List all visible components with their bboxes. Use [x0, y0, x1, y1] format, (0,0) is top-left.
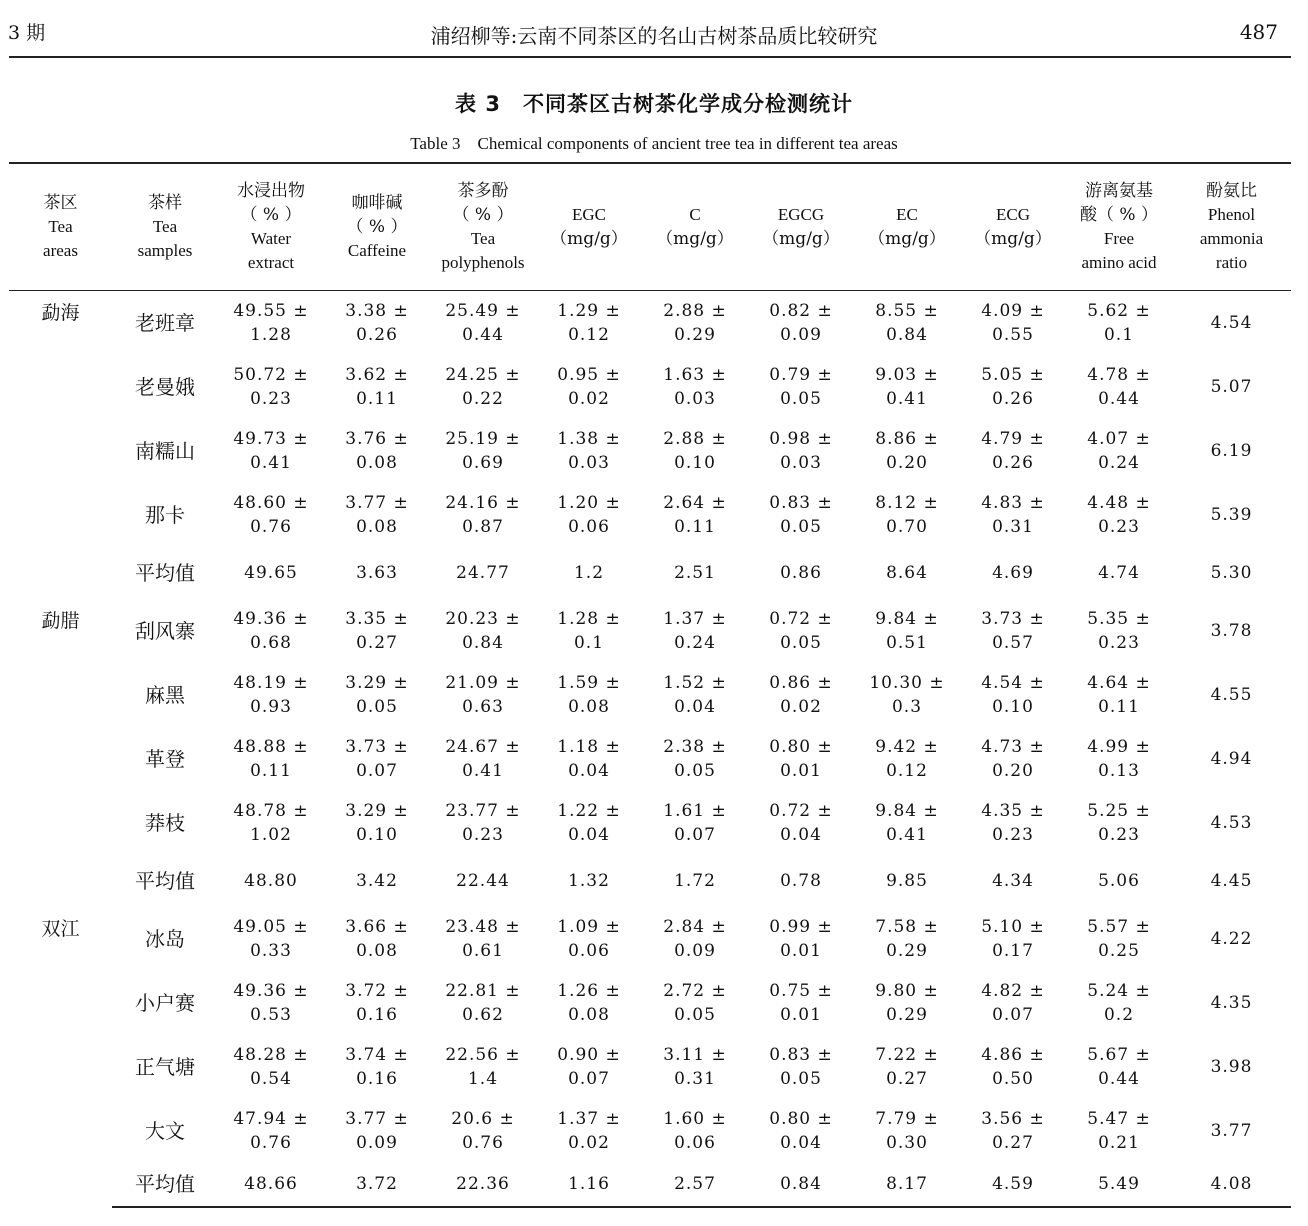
table-caption-en: Table 3 Chemical components of ancient tree tea in different tea areas — [410, 134, 898, 153]
value-cell: 49.05 ± 0.33 — [233, 916, 309, 961]
value-cell: 2.88 ± 0.29 — [663, 300, 727, 345]
value-cell: 20.23 ± 0.84 — [445, 608, 521, 653]
value-cell: 4.64 ± 0.11 — [1087, 672, 1151, 717]
value-cell: 0.84 — [748, 1163, 854, 1207]
table-row — [9, 791, 1291, 855]
value-cell: 22.44 — [456, 870, 510, 891]
value-cell: 4.54 — [1210, 312, 1253, 333]
value-cell: 5.06 — [1098, 870, 1140, 891]
value-cell: 4.94 — [1210, 748, 1253, 769]
column-header-line: Free — [1103, 229, 1135, 248]
value-cell: 3.76 ± 0.08 — [345, 428, 409, 473]
value-cell: 1.52 ± 0.04 — [663, 672, 727, 717]
value-cell: 9.42 ± 0.12 — [875, 736, 939, 781]
value-cell: 8.12 ± 0.70 — [875, 492, 939, 537]
column-header-line: （mg/g） — [762, 229, 840, 249]
value-cell: 25.49 ± 0.44 — [445, 300, 521, 345]
value-cell: 24.77 — [456, 562, 510, 583]
column-header-line: （ % ） — [346, 217, 408, 237]
column-header-line: Tea — [470, 229, 496, 248]
value-cell: 0.75 ± 0.01 — [769, 980, 833, 1025]
value-cell: 3.74 ± 0.16 — [345, 1044, 409, 1089]
column-header-line: （mg/g） — [550, 229, 628, 249]
value-cell: 5.25 ± 0.23 — [1087, 800, 1151, 845]
value-cell: 5.07 — [1210, 376, 1253, 397]
value-cell: 7.79 ± 0.30 — [875, 1108, 939, 1153]
value-cell: 48.60 ± 0.76 — [233, 492, 309, 537]
value-cell: 6.19 — [1210, 440, 1253, 461]
value-cell: 25.19 ± 0.69 — [445, 428, 521, 473]
value-cell: 48.19 ± 0.93 — [233, 672, 309, 717]
column-header-line: ratio — [1215, 253, 1248, 272]
column-header-line: 茶区 — [43, 193, 78, 213]
value-cell: 50.72 ± 0.23 — [233, 364, 309, 409]
column-header-line: 咖啡碱 — [351, 193, 403, 213]
column-header — [324, 163, 430, 291]
value-cell: 2.84 ± 0.09 — [663, 916, 727, 961]
value-cell: 7.58 ± 0.29 — [875, 916, 939, 961]
table-row — [9, 971, 1291, 1035]
value-cell: 3.73 ± 0.57 — [981, 608, 1045, 653]
value-cell: 3.56 ± 0.27 — [981, 1108, 1045, 1153]
column-header — [960, 163, 1066, 291]
table-row — [9, 291, 1291, 355]
tea-sample-cell: 正气塘 — [135, 1054, 195, 1079]
value-cell: 3.29 ± 0.05 — [345, 672, 409, 717]
value-cell: 0.86 ± 0.02 — [769, 672, 833, 717]
column-header — [430, 163, 536, 291]
column-header-line: amino acid — [1081, 253, 1157, 272]
value-cell: 8.86 ± 0.20 — [875, 428, 939, 473]
value-cell: 4.86 ± 0.50 — [981, 1044, 1045, 1089]
value-cell: 24.16 ± 0.87 — [445, 492, 521, 537]
value-cell: 3.72 ± 0.16 — [345, 980, 409, 1025]
value-cell: 24.25 ± 0.22 — [445, 364, 521, 409]
value-cell: 22.36 — [430, 1163, 536, 1207]
value-cell: 10.30 ± 0.3 — [869, 672, 945, 717]
value-cell: 3.42 — [356, 870, 398, 891]
value-cell: 49.55 ± 1.28 — [233, 300, 309, 345]
value-cell: 3.98 — [1210, 1056, 1253, 1077]
value-cell: 23.77 ± 0.23 — [445, 800, 521, 845]
value-cell: 5.49 — [1066, 1163, 1172, 1207]
tea-sample-cell: 平均值 — [135, 868, 195, 893]
value-cell: 2.72 ± 0.05 — [663, 980, 727, 1025]
column-header-line: C — [689, 205, 701, 224]
value-cell: 3.77 — [1210, 1120, 1253, 1141]
value-cell: 9.84 ± 0.51 — [875, 608, 939, 653]
value-cell: 1.61 ± 0.07 — [663, 800, 727, 845]
value-cell: 20.6 ± 0.76 — [451, 1108, 515, 1153]
value-cell: 48.78 ± 1.02 — [233, 800, 309, 845]
value-cell: 49.36 ± 0.68 — [233, 608, 309, 653]
value-cell: 2.88 ± 0.10 — [663, 428, 727, 473]
table-row — [9, 1163, 1291, 1207]
value-cell: 5.67 ± 0.44 — [1087, 1044, 1151, 1089]
value-cell: 3.66 ± 0.08 — [345, 916, 409, 961]
column-header-line: Phenol — [1207, 205, 1256, 224]
tea-sample-cell: 小户赛 — [135, 990, 195, 1015]
value-cell: 4.54 ± 0.10 — [981, 672, 1045, 717]
value-cell: 4.35 — [1210, 992, 1253, 1013]
column-header-line: 茶多酚 — [457, 181, 509, 201]
column-header — [1172, 163, 1291, 291]
column-header — [9, 163, 112, 291]
value-cell: 4.55 — [1210, 684, 1253, 705]
column-header — [854, 163, 960, 291]
table-row — [9, 483, 1291, 547]
value-cell: 4.48 ± 0.23 — [1087, 492, 1151, 537]
column-header — [1066, 163, 1172, 291]
tea-area-label: 双江 — [41, 917, 80, 940]
value-cell: 3.63 — [356, 562, 398, 583]
value-cell: 8.64 — [886, 562, 928, 583]
value-cell: 3.38 ± 0.26 — [345, 300, 409, 345]
value-cell: 5.35 ± 0.23 — [1087, 608, 1151, 653]
value-cell: 4.83 ± 0.31 — [981, 492, 1045, 537]
tea-sample-cell: 革登 — [145, 746, 185, 771]
value-cell: 1.37 ± 0.24 — [663, 608, 727, 653]
value-cell: 5.10 ± 0.17 — [981, 916, 1045, 961]
table-header-row — [9, 163, 1291, 291]
column-header — [218, 163, 324, 291]
column-header-line: ECG — [996, 205, 1030, 224]
value-cell: 3.29 ± 0.10 — [345, 800, 409, 845]
value-cell: 0.72 ± 0.05 — [769, 608, 833, 653]
tea-sample-cell: 老班章 — [135, 310, 195, 335]
column-header-line: samples — [137, 241, 193, 260]
value-cell: 0.82 ± 0.09 — [769, 300, 833, 345]
tea-area-cell — [9, 907, 112, 1207]
value-cell: 4.74 — [1098, 562, 1140, 583]
table-row — [9, 727, 1291, 791]
running-title: 浦绍柳等:云南不同茶区的名山古树茶品质比较研究 — [430, 24, 878, 48]
value-cell: 2.38 ± 0.05 — [663, 736, 727, 781]
column-header-line: EGC — [572, 205, 606, 224]
value-cell: 0.80 ± 0.04 — [769, 1108, 833, 1153]
value-cell: 2.51 — [674, 562, 716, 583]
column-header-line: 酸（ % ） — [1080, 205, 1158, 225]
value-cell: 0.99 ± 0.01 — [769, 916, 833, 961]
column-header-line: EGCG — [777, 205, 825, 224]
tea-sample-cell: 南糯山 — [135, 438, 195, 463]
tea-area-label: 勐腊 — [41, 609, 80, 632]
value-cell: 3.77 ± 0.09 — [345, 1108, 409, 1153]
column-header-line: 游离氨基 — [1085, 181, 1153, 201]
value-cell: 4.34 — [992, 870, 1034, 891]
value-cell: 1.22 ± 0.04 — [557, 800, 621, 845]
value-cell: 4.78 ± 0.44 — [1087, 364, 1151, 409]
table-row — [9, 663, 1291, 727]
tea-sample-cell: 平均值 — [135, 560, 195, 585]
value-cell: 49.65 — [244, 562, 298, 583]
value-cell: 0.80 ± 0.01 — [769, 736, 833, 781]
value-cell: 0.79 ± 0.05 — [769, 364, 833, 409]
value-cell: 8.17 — [854, 1163, 960, 1207]
value-cell: 1.18 ± 0.04 — [557, 736, 621, 781]
table-row — [9, 1099, 1291, 1163]
value-cell: 3.73 ± 0.07 — [345, 736, 409, 781]
column-header-line: ammonia — [1199, 229, 1264, 248]
value-cell: 1.09 ± 0.06 — [557, 916, 621, 961]
value-cell: 23.48 ± 0.61 — [445, 916, 521, 961]
value-cell: 48.66 — [218, 1163, 324, 1207]
value-cell: 9.84 ± 0.41 — [875, 800, 939, 845]
table-row — [9, 907, 1291, 971]
value-cell: 3.35 ± 0.27 — [345, 608, 409, 653]
tea-sample-cell: 老曼娥 — [135, 374, 195, 399]
value-cell: 4.69 — [992, 562, 1034, 583]
column-header-line: 酚氨比 — [1206, 181, 1257, 201]
value-cell: 0.95 ± 0.02 — [557, 364, 621, 409]
value-cell: 4.53 — [1210, 812, 1253, 833]
value-cell: 1.16 — [536, 1163, 642, 1207]
value-cell: 48.80 — [244, 870, 298, 891]
column-header-line: Water — [250, 229, 292, 248]
value-cell: 1.32 — [568, 870, 610, 891]
issue-label: 3 期 — [8, 22, 46, 44]
value-cell: 4.45 — [1210, 870, 1253, 891]
value-cell: 4.09 ± 0.55 — [981, 300, 1045, 345]
tea-sample-cell: 那卡 — [145, 502, 185, 527]
value-cell: 4.22 — [1210, 928, 1253, 949]
column-header-line: （ % ） — [240, 205, 302, 225]
table-row — [9, 1035, 1291, 1099]
column-header-line: （mg/g） — [868, 229, 946, 249]
value-cell: 2.64 ± 0.11 — [663, 492, 727, 537]
value-cell: 1.59 ± 0.08 — [557, 672, 621, 717]
value-cell: 9.85 — [886, 870, 928, 891]
value-cell: 47.94 ± 0.76 — [233, 1108, 309, 1153]
value-cell: 5.30 — [1210, 562, 1253, 583]
tea-sample-cell: 麻黑 — [145, 682, 185, 707]
value-cell: 0.78 — [780, 870, 822, 891]
column-header — [112, 163, 218, 291]
value-cell: 49.36 ± 0.53 — [233, 980, 309, 1025]
table-row — [9, 547, 1291, 599]
value-cell: 1.37 ± 0.02 — [557, 1108, 621, 1153]
value-cell: 5.24 ± 0.2 — [1087, 980, 1151, 1025]
value-cell: 0.83 ± 0.05 — [769, 1044, 833, 1089]
value-cell: 9.80 ± 0.29 — [875, 980, 939, 1025]
value-cell: 1.2 — [573, 562, 605, 583]
value-cell: 1.29 ± 0.12 — [557, 300, 621, 345]
column-header-line: 水浸出物 — [237, 181, 305, 201]
value-cell: 4.99 ± 0.13 — [1087, 736, 1151, 781]
column-header — [536, 163, 642, 291]
value-cell: 8.55 ± 0.84 — [875, 300, 939, 345]
value-cell: 0.86 — [780, 562, 822, 583]
value-cell: 1.28 ± 0.1 — [557, 608, 621, 653]
column-header — [748, 163, 854, 291]
value-cell: 21.09 ± 0.63 — [445, 672, 521, 717]
value-cell: 4.35 ± 0.23 — [981, 800, 1045, 845]
column-header-line: polyphenols — [441, 253, 525, 272]
value-cell: 5.05 ± 0.26 — [981, 364, 1045, 409]
table-row — [9, 855, 1291, 907]
table-row — [9, 419, 1291, 483]
value-cell: 5.62 ± 0.1 — [1087, 300, 1151, 345]
value-cell: 4.73 ± 0.20 — [981, 736, 1045, 781]
value-cell: 3.72 — [324, 1163, 430, 1207]
value-cell: 1.60 ± 0.06 — [663, 1108, 727, 1153]
table-body — [9, 291, 1291, 1207]
tea-sample-cell: 冰岛 — [145, 926, 185, 951]
value-cell: 5.47 ± 0.21 — [1087, 1108, 1151, 1153]
value-cell: 1.63 ± 0.03 — [663, 364, 727, 409]
value-cell: 48.28 ± 0.54 — [233, 1044, 309, 1089]
header-rule — [9, 56, 1291, 58]
tea-sample-cell: 刮风寨 — [135, 618, 195, 643]
page-number: 487 — [1239, 20, 1278, 44]
value-cell: 9.03 ± 0.41 — [875, 364, 939, 409]
value-cell: 1.38 ± 0.03 — [557, 428, 621, 473]
column-header-line: Caffeine — [347, 241, 407, 260]
value-cell: 1.72 — [674, 870, 716, 891]
table-row — [9, 355, 1291, 419]
value-cell: 5.57 ± 0.25 — [1087, 916, 1151, 961]
value-cell: 4.08 — [1172, 1163, 1291, 1207]
column-header-line: （mg/g） — [974, 229, 1052, 249]
value-cell: 4.59 — [960, 1163, 1066, 1207]
column-header-line: EC — [896, 205, 918, 224]
value-cell: 2.57 — [642, 1163, 748, 1207]
column-header-line: （mg/g） — [656, 229, 734, 249]
value-cell: 22.56 ± 1.4 — [445, 1044, 521, 1089]
value-cell: 4.79 ± 0.26 — [981, 428, 1045, 473]
value-cell: 0.72 ± 0.04 — [769, 800, 833, 845]
value-cell: 4.82 ± 0.07 — [981, 980, 1045, 1025]
table-row — [9, 599, 1291, 663]
value-cell: 7.22 ± 0.27 — [875, 1044, 939, 1089]
value-cell: 4.07 ± 0.24 — [1087, 428, 1151, 473]
value-cell: 3.78 — [1210, 620, 1253, 641]
tea-sample-cell: 大文 — [145, 1118, 185, 1143]
column-header-line: Tea — [152, 217, 178, 236]
value-cell: 24.67 ± 0.41 — [445, 736, 521, 781]
column-header-line: extract — [247, 253, 295, 272]
column-header-line: 茶样 — [148, 193, 182, 213]
value-cell: 0.83 ± 0.05 — [769, 492, 833, 537]
column-header-line: areas — [43, 241, 78, 260]
value-cell: 49.73 ± 0.41 — [233, 428, 309, 473]
column-header-line: （ % ） — [452, 205, 514, 225]
value-cell: 3.62 ± 0.11 — [345, 364, 409, 409]
value-cell: 5.39 — [1210, 504, 1253, 525]
value-cell: 1.20 ± 0.06 — [557, 492, 621, 537]
chemical-components-table — [9, 162, 1291, 1208]
tea-sample-cell: 莽枝 — [145, 810, 185, 835]
value-cell: 48.88 ± 0.11 — [233, 736, 309, 781]
value-cell: 3.11 ± 0.31 — [663, 1044, 727, 1089]
tea-area-cell — [9, 291, 112, 599]
column-header-line: Tea — [48, 217, 73, 236]
value-cell: 0.98 ± 0.03 — [769, 428, 833, 473]
table-caption-cn: 表 3 不同茶区古树茶化学成分检测统计 — [455, 92, 853, 116]
column-header — [642, 163, 748, 291]
value-cell: 3.77 ± 0.08 — [345, 492, 409, 537]
value-cell: 22.81 ± 0.62 — [445, 980, 521, 1025]
value-cell: 0.90 ± 0.07 — [557, 1044, 621, 1089]
tea-area-label: 勐海 — [41, 302, 80, 324]
tea-area-cell — [9, 599, 112, 907]
value-cell: 1.26 ± 0.08 — [557, 980, 621, 1025]
tea-sample-cell: 平均值 — [112, 1163, 218, 1207]
